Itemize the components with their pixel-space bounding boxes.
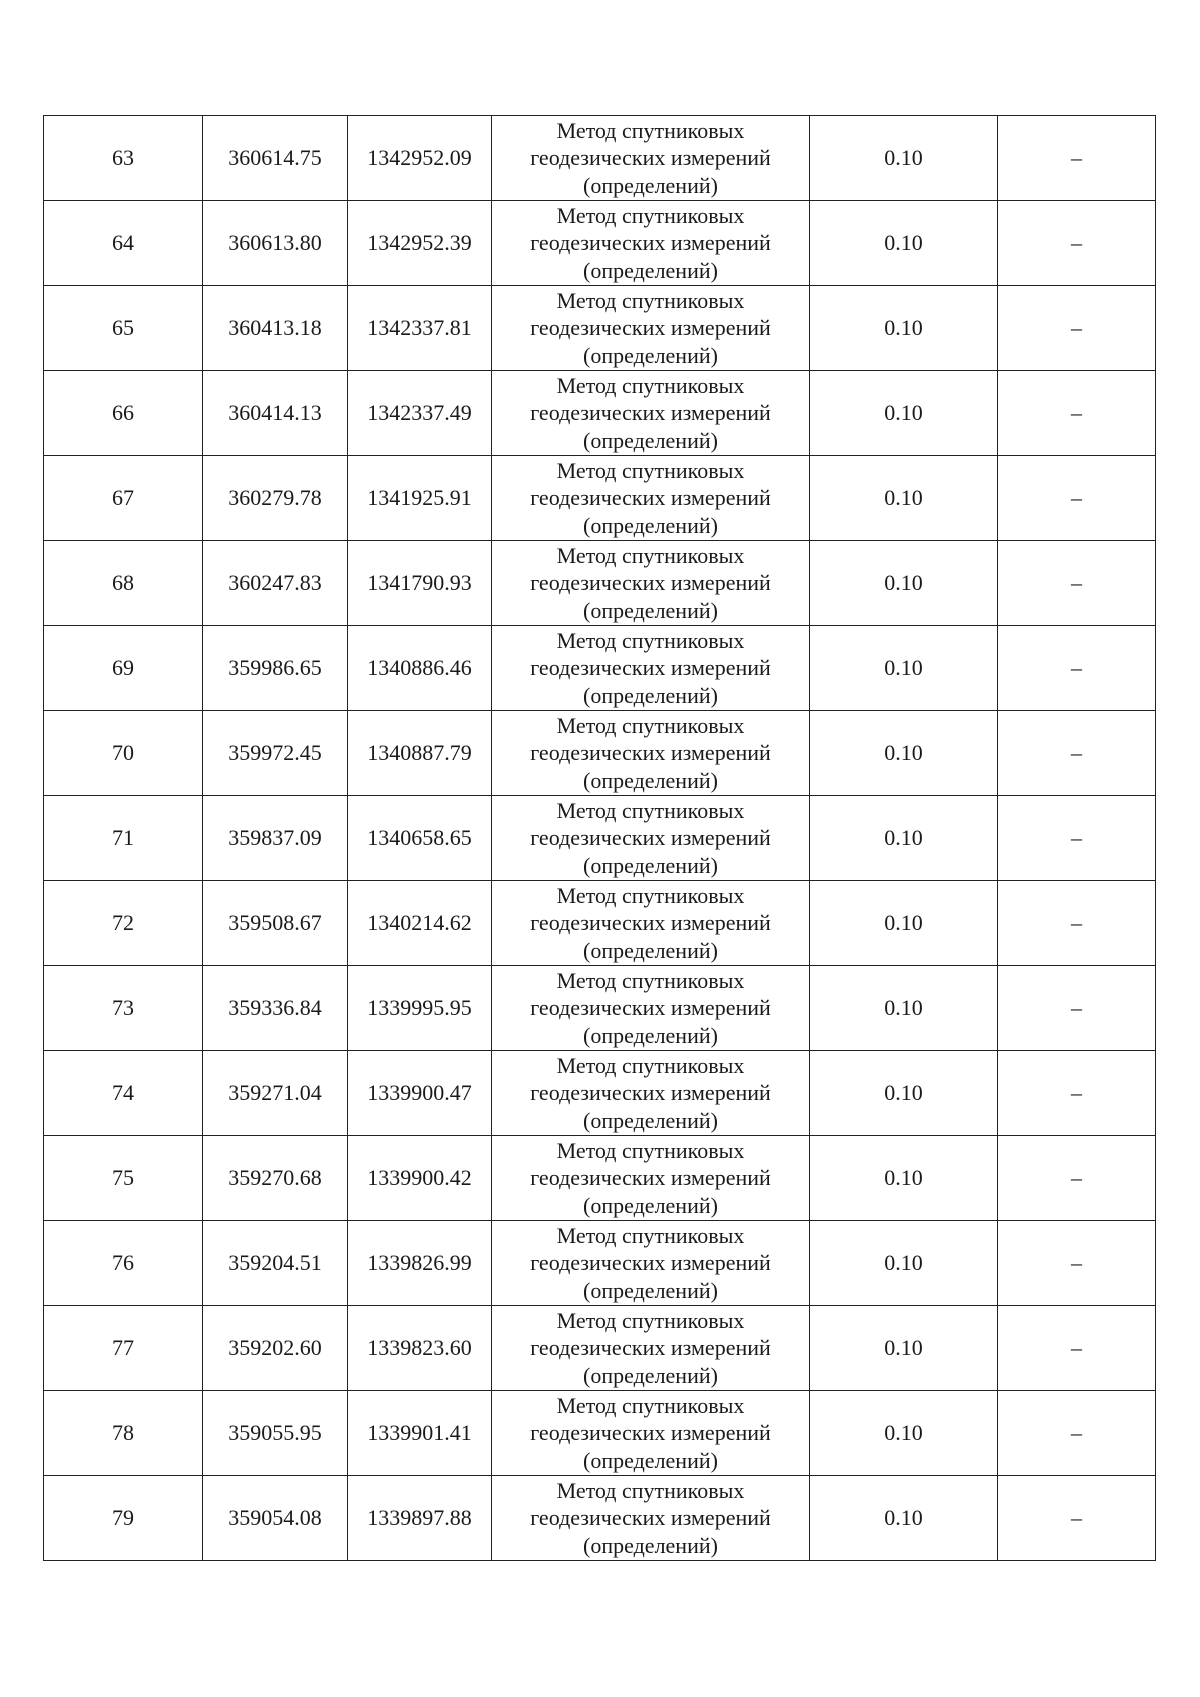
x-coordinate-cell: 360279.78	[203, 456, 348, 541]
method-cell: Метод спутниковых геодезических измерений (определений)	[492, 626, 810, 711]
x-coordinate-cell: 360613.80	[203, 201, 348, 286]
method-cell: Метод спутниковых геодезических измерений (определений)	[492, 371, 810, 456]
method-cell: Метод спутниковых геодезических измерений (определений)	[492, 1306, 810, 1391]
table-row	[44, 1221, 1156, 1306]
y-coordinate-cell: 1340887.79	[348, 711, 492, 796]
note-cell: –	[998, 116, 1156, 201]
accuracy-cell: 0.10	[810, 626, 998, 711]
point-number-cell: 75	[44, 1136, 203, 1221]
method-cell: Метод спутниковых геодезических измерений (определений)	[492, 1051, 810, 1136]
accuracy-cell: 0.10	[810, 881, 998, 966]
y-coordinate-cell: 1339901.41	[348, 1391, 492, 1476]
x-coordinate-cell: 359508.67	[203, 881, 348, 966]
table-row	[44, 116, 1156, 201]
note-cell: –	[998, 1051, 1156, 1136]
accuracy-cell: 0.10	[810, 1221, 998, 1306]
note-cell: –	[998, 1306, 1156, 1391]
method-cell: Метод спутниковых геодезических измерений (определений)	[492, 1476, 810, 1561]
note-cell: –	[998, 711, 1156, 796]
method-cell: Метод спутниковых геодезических измерений (определений)	[492, 881, 810, 966]
table-row	[44, 1136, 1156, 1221]
note-cell: –	[998, 1221, 1156, 1306]
note-cell: –	[998, 371, 1156, 456]
table-row	[44, 1391, 1156, 1476]
accuracy-cell: 0.10	[810, 1391, 998, 1476]
point-number-cell: 66	[44, 371, 203, 456]
accuracy-cell: 0.10	[810, 286, 998, 371]
table-row	[44, 626, 1156, 711]
y-coordinate-cell: 1339826.99	[348, 1221, 492, 1306]
accuracy-cell: 0.10	[810, 201, 998, 286]
y-coordinate-cell: 1340214.62	[348, 881, 492, 966]
point-number-cell: 71	[44, 796, 203, 881]
point-number-cell: 76	[44, 1221, 203, 1306]
x-coordinate-cell: 359202.60	[203, 1306, 348, 1391]
y-coordinate-cell: 1341790.93	[348, 541, 492, 626]
table-row	[44, 286, 1156, 371]
coordinates-table	[43, 115, 1156, 1561]
point-number-cell: 67	[44, 456, 203, 541]
table-row	[44, 201, 1156, 286]
note-cell: –	[998, 1391, 1156, 1476]
y-coordinate-cell: 1342952.39	[348, 201, 492, 286]
x-coordinate-cell: 360413.18	[203, 286, 348, 371]
accuracy-cell: 0.10	[810, 1476, 998, 1561]
method-cell: Метод спутниковых геодезических измерений (определений)	[492, 1136, 810, 1221]
method-cell: Метод спутниковых геодезических измерений (определений)	[492, 456, 810, 541]
method-cell: Метод спутниковых геодезических измерений (определений)	[492, 116, 810, 201]
note-cell: –	[998, 881, 1156, 966]
note-cell: –	[998, 1136, 1156, 1221]
accuracy-cell: 0.10	[810, 456, 998, 541]
x-coordinate-cell: 359054.08	[203, 1476, 348, 1561]
y-coordinate-cell: 1341925.91	[348, 456, 492, 541]
note-cell: –	[998, 1476, 1156, 1561]
coordinates-table-body	[44, 116, 1156, 1561]
y-coordinate-cell: 1339897.88	[348, 1476, 492, 1561]
y-coordinate-cell: 1339900.47	[348, 1051, 492, 1136]
x-coordinate-cell: 359972.45	[203, 711, 348, 796]
table-row	[44, 881, 1156, 966]
accuracy-cell: 0.10	[810, 371, 998, 456]
y-coordinate-cell: 1340658.65	[348, 796, 492, 881]
method-cell: Метод спутниковых геодезических измерений (определений)	[492, 201, 810, 286]
y-coordinate-cell: 1339900.42	[348, 1136, 492, 1221]
accuracy-cell: 0.10	[810, 711, 998, 796]
method-cell: Метод спутниковых геодезических измерений (определений)	[492, 711, 810, 796]
x-coordinate-cell: 359271.04	[203, 1051, 348, 1136]
point-number-cell: 74	[44, 1051, 203, 1136]
table-row	[44, 711, 1156, 796]
note-cell: –	[998, 541, 1156, 626]
table-row	[44, 1476, 1156, 1561]
x-coordinate-cell: 360247.83	[203, 541, 348, 626]
method-cell: Метод спутниковых геодезических измерений (определений)	[492, 541, 810, 626]
x-coordinate-cell: 359204.51	[203, 1221, 348, 1306]
point-number-cell: 65	[44, 286, 203, 371]
accuracy-cell: 0.10	[810, 796, 998, 881]
point-number-cell: 79	[44, 1476, 203, 1561]
method-cell: Метод спутниковых геодезических измерений (определений)	[492, 796, 810, 881]
point-number-cell: 78	[44, 1391, 203, 1476]
x-coordinate-cell: 360614.75	[203, 116, 348, 201]
note-cell: –	[998, 456, 1156, 541]
accuracy-cell: 0.10	[810, 966, 998, 1051]
y-coordinate-cell: 1340886.46	[348, 626, 492, 711]
table-row	[44, 966, 1156, 1051]
note-cell: –	[998, 201, 1156, 286]
x-coordinate-cell: 359986.65	[203, 626, 348, 711]
y-coordinate-cell: 1339995.95	[348, 966, 492, 1051]
point-number-cell: 72	[44, 881, 203, 966]
method-cell: Метод спутниковых геодезических измерений (определений)	[492, 1391, 810, 1476]
y-coordinate-cell: 1342952.09	[348, 116, 492, 201]
y-coordinate-cell: 1339823.60	[348, 1306, 492, 1391]
note-cell: –	[998, 286, 1156, 371]
method-cell: Метод спутниковых геодезических измерений (определений)	[492, 1221, 810, 1306]
x-coordinate-cell: 359837.09	[203, 796, 348, 881]
note-cell: –	[998, 626, 1156, 711]
x-coordinate-cell: 360414.13	[203, 371, 348, 456]
x-coordinate-cell: 359055.95	[203, 1391, 348, 1476]
x-coordinate-cell: 359336.84	[203, 966, 348, 1051]
accuracy-cell: 0.10	[810, 116, 998, 201]
accuracy-cell: 0.10	[810, 1051, 998, 1136]
y-coordinate-cell: 1342337.49	[348, 371, 492, 456]
point-number-cell: 64	[44, 201, 203, 286]
table-row	[44, 1051, 1156, 1136]
table-row	[44, 541, 1156, 626]
point-number-cell: 70	[44, 711, 203, 796]
x-coordinate-cell: 359270.68	[203, 1136, 348, 1221]
point-number-cell: 63	[44, 116, 203, 201]
table-row	[44, 1306, 1156, 1391]
table-row	[44, 371, 1156, 456]
note-cell: –	[998, 796, 1156, 881]
accuracy-cell: 0.10	[810, 1306, 998, 1391]
note-cell: –	[998, 966, 1156, 1051]
y-coordinate-cell: 1342337.81	[348, 286, 492, 371]
method-cell: Метод спутниковых геодезических измерений (определений)	[492, 966, 810, 1051]
point-number-cell: 73	[44, 966, 203, 1051]
point-number-cell: 69	[44, 626, 203, 711]
accuracy-cell: 0.10	[810, 541, 998, 626]
point-number-cell: 77	[44, 1306, 203, 1391]
method-cell: Метод спутниковых геодезических измерений (определений)	[492, 286, 810, 371]
table-row	[44, 796, 1156, 881]
accuracy-cell: 0.10	[810, 1136, 998, 1221]
table-row	[44, 456, 1156, 541]
point-number-cell: 68	[44, 541, 203, 626]
